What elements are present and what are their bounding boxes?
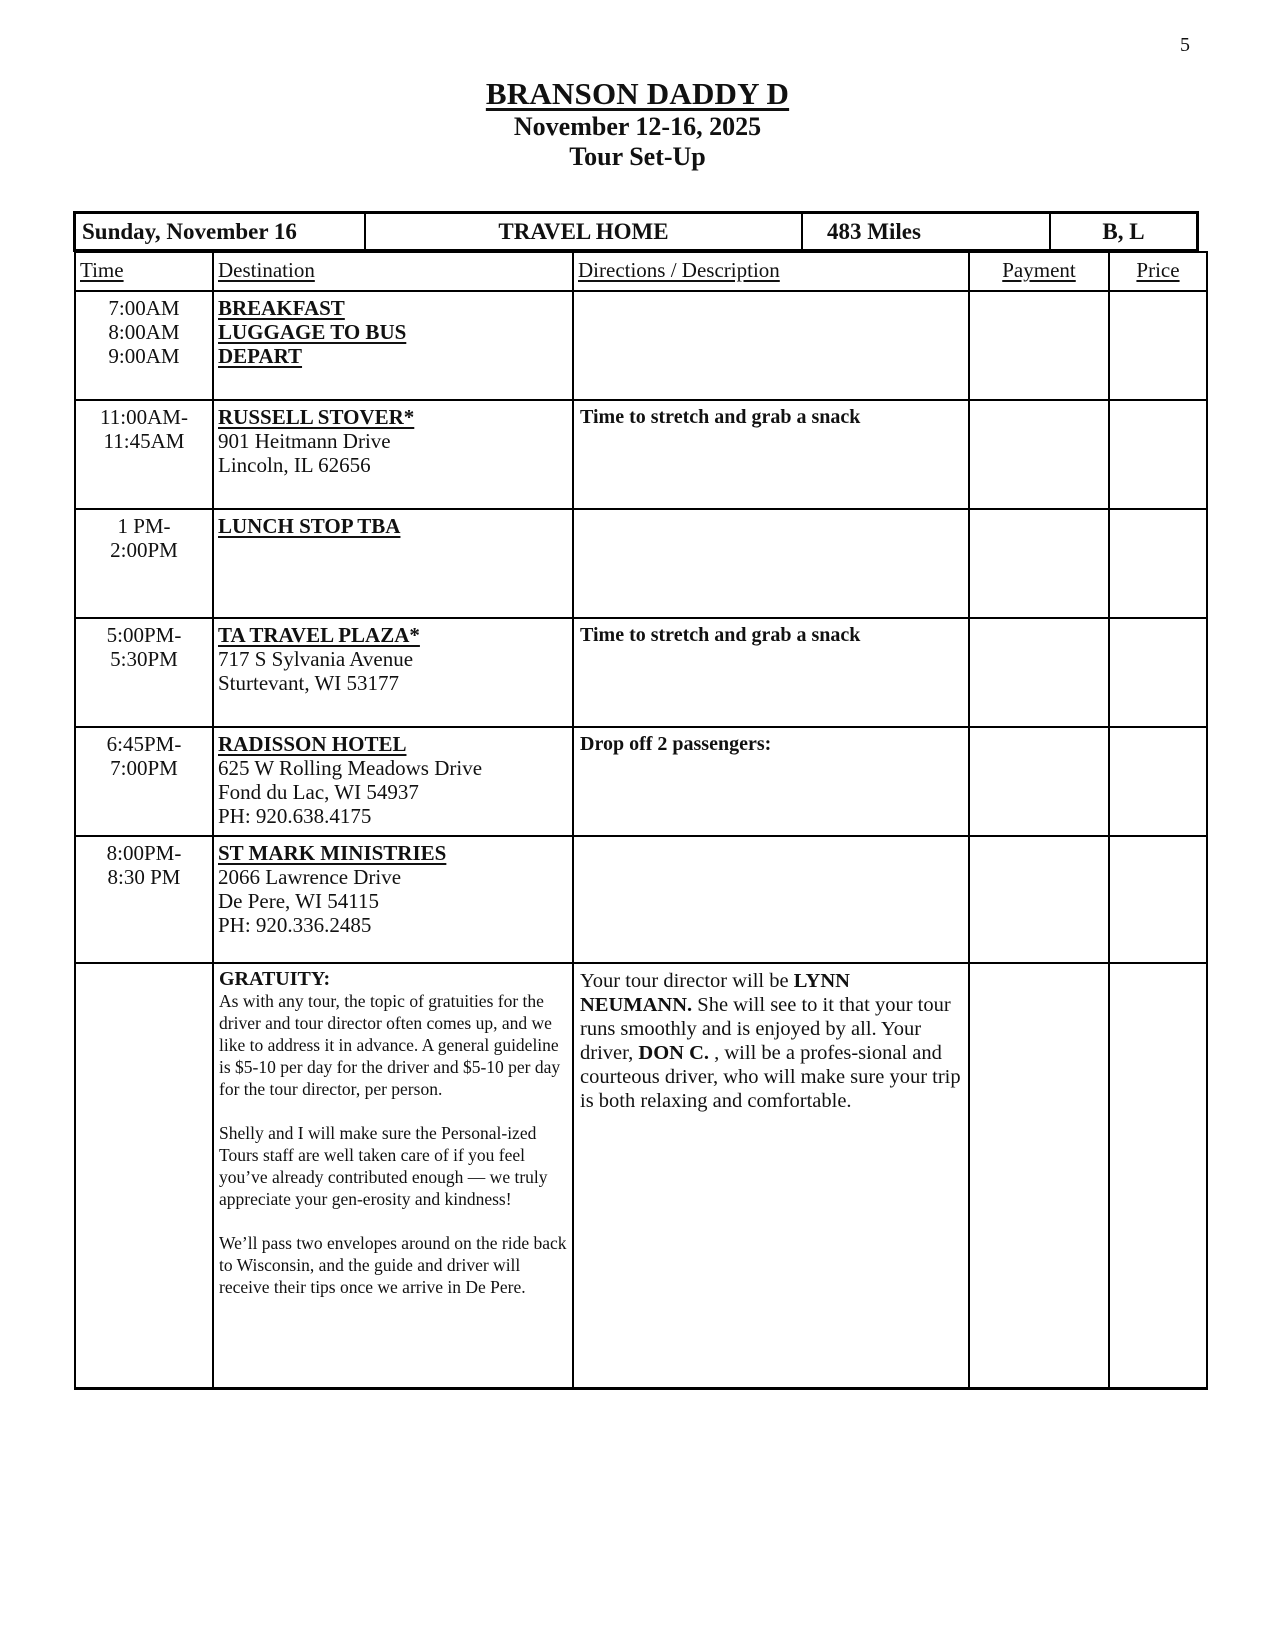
itinerary-row (75, 400, 1207, 509)
address-line: 2066 Lawrence Drive (218, 865, 402, 889)
time-cell (75, 400, 213, 509)
address-line: 901 Heitmann Drive (218, 429, 391, 453)
address-line: De Pere, WI 54115 (218, 889, 379, 913)
day-theme: TRAVEL HOME (366, 214, 803, 249)
time-cell (75, 291, 213, 400)
directions-cell: Drop off 2 passengers: (573, 727, 969, 836)
price-cell (1109, 618, 1207, 727)
gratuity-row (75, 963, 1207, 1388)
time-cell (75, 618, 213, 727)
address-line: Sturtevant, WI 53177 (218, 671, 400, 695)
directions-cell: Time to stretch and grab a snack (573, 400, 969, 509)
payment-cell (969, 836, 1109, 963)
address-line: PH: 920.336.2485 (218, 913, 372, 937)
payment-cell (969, 618, 1109, 727)
gratuity-paragraph: As with any tour, the topic of gratuities for the driver and tour director often comes up, and we like to address it in advance. A general guideline is $5-10 per day for the driver and $5-10 per day for the tour director, per person. (219, 991, 561, 1099)
itinerary-row (75, 291, 1207, 400)
itinerary-row (75, 618, 1207, 727)
price-cell (1109, 400, 1207, 509)
itinerary-row (75, 509, 1207, 618)
column-header-destination: Destination (213, 252, 573, 291)
itinerary-table (74, 251, 1208, 1390)
time-text: 2:00PM (110, 538, 178, 562)
tour-director-name: LYNN NEUMANN. (580, 970, 850, 1016)
price-cell (1109, 509, 1207, 618)
time-cell (75, 836, 213, 963)
time-text: 11:00AM- (100, 405, 188, 429)
address-line: 625 W Rolling Meadows Drive (218, 756, 483, 780)
gratuity-paragraph: We’ll pass two envelopes around on the ride back to Wisconsin, and the guide and driver will receive their tips once we arrive in De Pere. (219, 1233, 567, 1297)
destination-cell (213, 509, 573, 618)
tour-dates: November 12-16, 2025 (513, 112, 762, 141)
time-text: 7:00AM (108, 296, 180, 320)
tour-title: BRANSON DADDY D (485, 76, 790, 111)
column-header-payment: Payment (969, 252, 1109, 291)
day-miles: 483 Miles (803, 214, 1051, 249)
time-cell (75, 727, 213, 836)
time-text: 8:30 PM (107, 865, 181, 889)
destination-name: LUGGAGE TO BUS (218, 320, 407, 344)
price-cell (1109, 291, 1207, 400)
destination-name: ST MARK MINISTRIES (218, 841, 447, 865)
payment-cell (969, 400, 1109, 509)
address-line: Fond du Lac, WI 54937 (218, 780, 419, 804)
time-cell (75, 963, 213, 1388)
address-line: 717 S Sylvania Avenue (218, 647, 414, 671)
directions-cell: Time to stretch and grab a snack (573, 618, 969, 727)
price-cell (1109, 836, 1207, 963)
destination-cell (213, 618, 573, 727)
column-header-directions: Directions / Description (573, 252, 969, 291)
gratuity-paragraph: Shelly and I will make sure the Personal-ized Tours staff are well taken care of if you feel you’ve already contributed enough — we truly appreciate your gen-erosity and kindness! (219, 1123, 548, 1209)
time-text: 8:00PM- (106, 841, 182, 865)
tour-subtitle: Tour Set-Up (569, 142, 706, 171)
crew-mid: She will see to it that your tour runs smoothly and is enjoyed by all. Your driver, (580, 994, 951, 1064)
time-text: 9:00AM (108, 344, 180, 368)
destination-cell (213, 836, 573, 963)
destination-cell (213, 400, 573, 509)
time-text: 8:00AM (108, 320, 180, 344)
time-text: 6:45PM- (106, 732, 182, 756)
destination-name: DEPART (218, 344, 303, 368)
address-line: PH: 920.638.4175 (218, 804, 372, 828)
column-header-time: Time (75, 252, 213, 291)
time-text: 5:30PM (110, 647, 178, 671)
directions-cell (573, 291, 969, 400)
page-number: 5 (1180, 34, 1190, 56)
column-header-price: Price (1109, 252, 1207, 291)
directions-cell (573, 509, 969, 618)
destination-name: RUSSELL STOVER* (218, 405, 415, 429)
payment-cell (969, 727, 1109, 836)
itinerary-row (75, 727, 1207, 836)
itinerary-row (75, 836, 1207, 963)
payment-cell (969, 509, 1109, 618)
time-text: 1 PM- (117, 514, 171, 538)
price-cell (1109, 727, 1207, 836)
crew-outro: , will be a profes-sional and courteous driver, who will make sure your trip is both relaxing and comfortable. (580, 1042, 961, 1112)
time-text: 11:45AM (103, 429, 185, 453)
time-cell (75, 509, 213, 618)
destination-cell (213, 291, 573, 400)
document-header (0, 76, 1275, 172)
destination-name: BREAKFAST (218, 296, 345, 320)
driver-name: DON C. (638, 1042, 709, 1064)
gratuity-title: GRATUITY: (219, 968, 331, 990)
directions-cell (573, 836, 969, 963)
destination-name: RADISSON HOTEL (218, 732, 407, 756)
crew-info-cell (573, 963, 969, 1388)
day-summary-bar (73, 211, 1199, 252)
table-header-row (75, 252, 1207, 291)
payment-cell (969, 291, 1109, 400)
payment-cell (969, 963, 1109, 1388)
destination-name: TA TRAVEL PLAZA* (218, 623, 420, 647)
destination-name: LUNCH STOP TBA (218, 514, 401, 538)
time-text: 7:00PM (110, 756, 178, 780)
crew-intro: Your tour director will be (580, 970, 794, 992)
address-line: Lincoln, IL 62656 (218, 453, 371, 477)
day-date: Sunday, November 16 (76, 214, 366, 249)
time-text: 5:00PM- (106, 623, 182, 647)
destination-cell (213, 727, 573, 836)
gratuity-cell (213, 963, 573, 1388)
price-cell (1109, 963, 1207, 1388)
day-meals: B, L (1102, 219, 1145, 244)
